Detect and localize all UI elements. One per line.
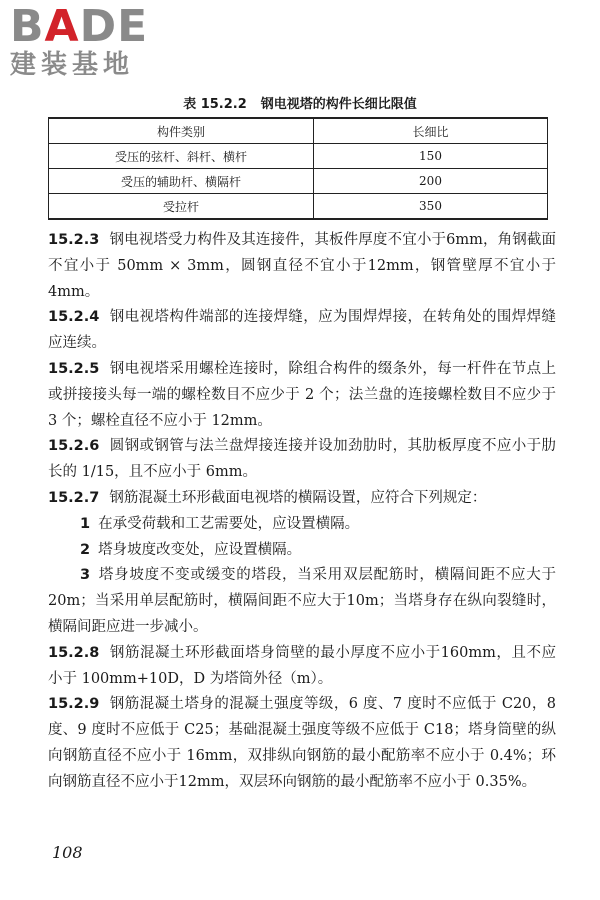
clause-text: 钢电视塔采用螺栓连接时，除组合构件的缀条外，每一杆件在节点上或拼接接头每一端的螺栓数目不应少于 2 个；法兰盘的连接螺栓数目不应少于 3 个；螺栓直径不应小于 12mm。 <box>48 360 556 429</box>
item-text: 塔身坡度改变处，应设置横隔。 <box>98 541 302 558</box>
clause-15-2-6 <box>48 434 556 486</box>
clause-15-2-5 <box>48 357 556 434</box>
clause-number: 15.2.3 <box>48 232 100 248</box>
clause-15-2-7 <box>48 486 556 512</box>
clause-number: 15.2.7 <box>48 489 100 506</box>
header-slenderness: 长细比 <box>314 118 548 144</box>
table-row <box>49 144 548 169</box>
table-caption: 钢电视塔的构件长细比限值 <box>260 97 417 112</box>
item-text: 塔身坡度不变或缓变的塔段，当采用双层配筋时，横隔间距不应大于 20m；当采用单层配筋时，横隔间距不应大于10m；当塔身存在纵向裂缝时，横隔间距应进一步减小。 <box>48 567 556 635</box>
clause-15-2-8 <box>48 641 556 693</box>
document-body <box>48 228 556 796</box>
clause-text: 钢电视塔受力构件及其连接件，其板件厚度不宜小于6mm，角钢截面不宜小于 50mm × 3mm，圆钢直径不宜小于12mm，钢管壁厚不宜小于 4mm。 <box>48 232 556 300</box>
table-cell-value: 200 <box>314 169 548 194</box>
table-cell-member: 受压的弦杆、斜杆、横杆 <box>49 144 314 169</box>
clause-number: 15.2.9 <box>48 696 100 713</box>
header-member-type: 构件类别 <box>49 118 314 144</box>
table-label: 表 15.2.2 <box>183 97 247 112</box>
clause-text: 圆钢或钢管与法兰盘焊接连接并设加劲肋时，其肋板厚度不应小于肋长的 1/15，且不应小于 6mm。 <box>48 438 556 481</box>
clause-text: 钢筋混凝土塔身的混凝土强度等级，6 度、7 度时不应低于 C20，8 度、9 度时不应低于 C25；基础混凝土强度等级不应低于 C18；塔身筒壁的纵向钢筋直径不应小于 16mm，双排纵向钢筋的最小配筋率不应小于 0.4%；环向钢筋直径不应小于12mm，双层环向钢筋的最小配筋率不应小于 0.35%。 <box>48 696 556 790</box>
clause-15-2-9 <box>48 692 556 795</box>
table-row <box>49 194 548 220</box>
table-header-row <box>49 118 548 144</box>
clause-text: 钢筋混凝土环形截面电视塔的横隔设置，应符合下列规定： <box>109 489 487 506</box>
logo-chinese-text: 建装基地 <box>10 50 135 80</box>
list-item <box>48 563 556 640</box>
clause-15-2-4 <box>48 305 556 357</box>
table-cell-value: 150 <box>314 144 548 169</box>
item-number: 3 <box>80 567 91 584</box>
table-cell-member: 受压的辅助杆、横隔杆 <box>49 169 314 194</box>
clause-number: 15.2.5 <box>48 360 100 377</box>
clause-number: 15.2.8 <box>48 644 100 661</box>
table-row <box>49 169 548 194</box>
bade-logo <box>10 1 180 80</box>
table-cell-value: 350 <box>314 194 548 220</box>
logo-accent-letter: A <box>44 1 80 52</box>
item-text: 在承受荷载和工艺需要处，应设置横隔。 <box>98 515 360 532</box>
list-item <box>48 538 556 564</box>
table-title <box>0 93 600 112</box>
page-number: 108 <box>52 843 83 862</box>
logo-wordmark: BADE <box>10 1 149 52</box>
clause-number: 15.2.6 <box>48 438 100 455</box>
clause-text: 钢筋混凝土环形截面塔身筒壁的最小厚度不应小于160mm，且不应小于 100mm+10D，D 为塔筒外径（m）。 <box>48 644 556 687</box>
item-number: 1 <box>80 515 91 532</box>
clause-number: 15.2.4 <box>48 309 100 326</box>
slenderness-limit-table <box>48 117 548 220</box>
clause-text: 钢电视塔构件端部的连接焊缝，应为围焊焊接，在转角处的围焊焊缝应连续。 <box>48 309 556 352</box>
table-cell-member: 受拉杆 <box>49 194 314 220</box>
clause-15-2-3 <box>48 228 556 305</box>
list-item <box>48 512 556 538</box>
item-number: 2 <box>80 541 91 558</box>
